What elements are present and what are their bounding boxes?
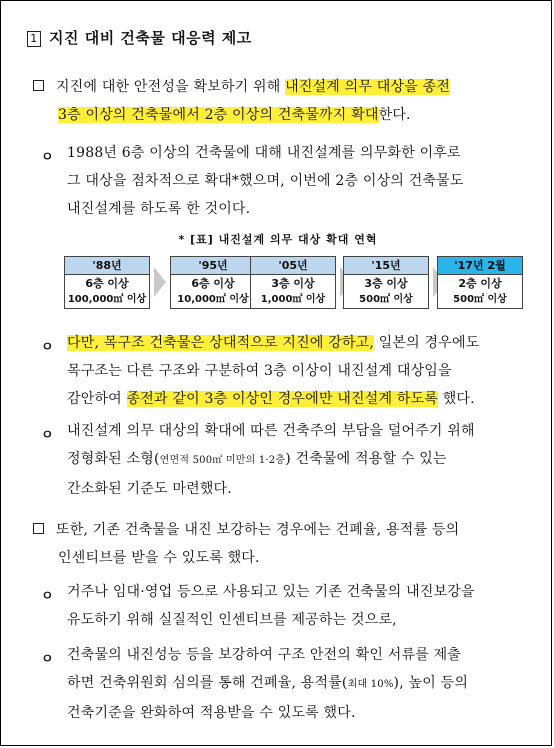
paragraph-line: 1988년 6층 이상의 건축물에 대해 내진설계를 의무화한 이후로 <box>67 145 461 161</box>
timeline-box <box>170 256 256 309</box>
timeline-area: 1,000㎡ 이상 <box>260 294 326 305</box>
circle-bullet-icon: ㅇ <box>41 150 54 165</box>
paragraph-expansion <box>33 73 533 129</box>
bullet-simplified-standard <box>67 417 537 503</box>
square-bullet-icon <box>33 523 44 534</box>
text-span: 한다. <box>378 107 411 123</box>
paragraph-line <box>33 73 533 101</box>
timeline-floors: 6층 이상 <box>191 277 235 290</box>
paragraph-line: 거주나 임대·영업 등으로 사용되고 있는 기존 건축물의 내진보강을 <box>67 584 475 600</box>
timeline-year: '17년 2월 <box>438 257 522 275</box>
paragraph-line: 건축기준을 완화하여 적용받을 수 있도록 했다. <box>67 705 356 721</box>
text-span: ) 건축물에 적용할 수 있는 <box>285 451 447 467</box>
paragraph-line: 내진설계를 하도록 한 것이다. <box>67 201 251 217</box>
section-number-box: 1 <box>27 31 41 47</box>
timeline-box <box>437 256 523 309</box>
section-heading <box>27 27 252 48</box>
paragraph-incentive <box>33 516 533 572</box>
timeline-box <box>64 256 150 309</box>
paragraph-line <box>33 101 533 129</box>
paragraph-line <box>67 669 537 699</box>
timeline-floors: 6층 이상 <box>85 277 129 290</box>
timeline-year: '88년 <box>65 257 149 275</box>
paragraph-line: 인센티브를 받을 수 있도록 했다. <box>58 550 260 566</box>
text-span: 지진에 대한 안전성을 확보하기 위해 <box>56 79 286 95</box>
paragraph-line <box>67 445 537 475</box>
timeline-floors: 3층 이상 <box>271 277 315 290</box>
highlighted-text: 내진설계 의무 대상을 종전 <box>285 79 451 95</box>
paragraph-line: 목구조는 다른 구조와 구분하여 3층 이상이 내진설계 대상임을 <box>67 363 452 379</box>
circle-bullet-icon: ㅇ <box>41 652 54 667</box>
timeline-year: '15년 <box>344 257 428 275</box>
timeline-year: '05년 <box>251 257 335 275</box>
small-text: 연면적 500㎡ 미만의 1·2층 <box>159 455 286 466</box>
timeline-area: 500㎡ 이상 <box>359 294 413 305</box>
paragraph-line: 내진설계 의무 대상의 확대에 따른 건축주의 부담을 덜어주기 위해 <box>67 423 475 439</box>
text-span: ), 높이 등의 <box>393 675 469 691</box>
text-span: 정형화된 소형( <box>67 451 160 467</box>
timeline-area: 100,000㎡ 이상 <box>67 294 147 305</box>
highlighted-text: 종전과 같이 3층 이상인 경우에만 내진설계 하도록 <box>126 391 439 407</box>
text-span: 또한, 기존 건축물을 내진 보강하는 경우에는 건폐율, 용적률 등의 <box>56 522 460 538</box>
text-span: 감안하여 <box>67 391 127 407</box>
paragraph-line <box>67 329 537 357</box>
text-span: 하면 건축위원회 심의를 통해 건폐율, 용적률( <box>67 675 348 691</box>
text-span: 했다. <box>438 391 475 407</box>
highlighted-text: 3층 이상의 건축물에서 2층 이상의 건축물까지 확대 <box>58 107 379 123</box>
timeline-area: 500㎡ 이상 <box>453 294 507 305</box>
section-heading-text: 지진 대비 건축물 대응력 제고 <box>49 29 252 47</box>
paragraph-line <box>67 385 537 413</box>
bullet-existing-buildings <box>67 578 537 634</box>
highlighted-text: 다만, 목구조 건축물은 상대적으로 지진에 강하고, <box>67 335 375 351</box>
timeline-floors: 2층 이상 <box>458 277 502 290</box>
circle-bullet-icon: ㅇ <box>41 428 54 443</box>
circle-bullet-icon: ㅇ <box>41 340 54 355</box>
square-bullet-icon <box>33 80 44 91</box>
circle-bullet-icon: ㅇ <box>41 589 54 604</box>
paragraph-line: 건축물의 내진성능 등을 보강하여 구조 안전의 확인 서류를 제출 <box>67 647 462 663</box>
arrow-right-icon <box>154 267 166 297</box>
table-title: * [표] 내진설계 의무 대상 확대 연혁 <box>178 233 378 246</box>
paragraph-line <box>33 516 533 544</box>
timeline-year: '95년 <box>171 257 255 275</box>
timeline-box <box>343 256 429 309</box>
timeline-area: 10,000㎡ 이상 <box>177 294 249 305</box>
timeline-floors: 3층 이상 <box>364 277 408 290</box>
timeline-box <box>250 256 336 309</box>
bullet-wood-structure <box>67 329 537 413</box>
paragraph-line: 유도하기 위해 실질적인 인센티브를 제공하는 것으로, <box>67 612 397 628</box>
bullet-relaxed-standards <box>67 641 537 727</box>
text-span: 일본의 경우에도 <box>374 335 480 351</box>
paragraph-line: 간소화된 기준도 마련했다. <box>67 481 232 497</box>
paragraph-line: 그 대상을 점차적으로 확대*했으며, 이번에 2층 이상의 건축물도 <box>67 173 464 189</box>
small-text: 최대 10% <box>347 679 394 690</box>
bullet-1988-history <box>67 139 537 223</box>
